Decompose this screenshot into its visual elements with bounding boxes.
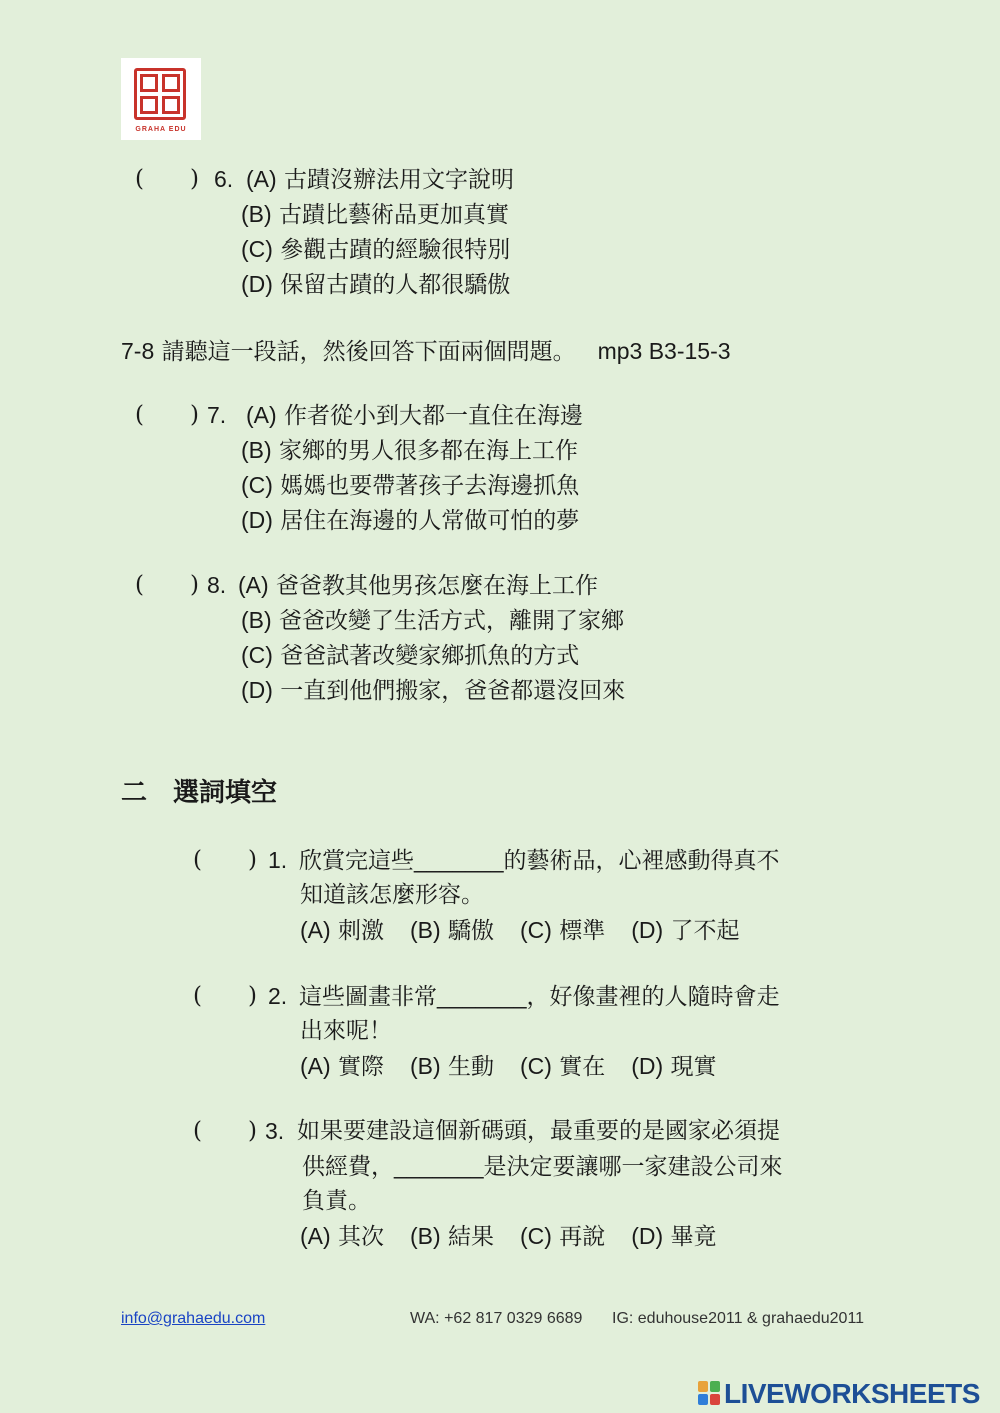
option-a: (A) 作者從小到大都一直住在海邊 bbox=[246, 402, 583, 429]
logo-text: GRAHA EDU bbox=[135, 126, 187, 133]
answer-paren[interactable]: ( ) bbox=[135, 166, 199, 192]
liveworksheets-icon bbox=[698, 1381, 720, 1405]
blank[interactable]: _______ bbox=[394, 1153, 484, 1179]
option-a: (A) 爸爸教其他男孩怎麼在海上工作 bbox=[238, 572, 598, 599]
question-text: 如果要建設這個新碼頭，最重要的是國家必須提 bbox=[297, 1118, 780, 1144]
brand-text: LIVEWORKSHEETS bbox=[724, 1378, 980, 1409]
question-text-continued: 知道該怎麼形容。 bbox=[300, 882, 484, 908]
section-title: 二 選詞填空 bbox=[121, 778, 278, 808]
question-number: 3. bbox=[265, 1118, 285, 1144]
footer-email[interactable] bbox=[121, 1310, 265, 1328]
option-b: (B) 家鄉的男人很多都在海上工作 bbox=[241, 437, 578, 464]
blank[interactable]: _______ bbox=[414, 847, 504, 873]
question-text: 欣賞完這些_______的藝術品，心裡感動得真不 bbox=[299, 847, 780, 874]
question-number: 7. bbox=[207, 402, 227, 428]
question-number: 6. bbox=[214, 166, 234, 192]
choices: (A) 刺激 (B) 驕傲 (C) 標準 (D) 了不起 bbox=[300, 917, 740, 944]
question-text-continued: 出來呢！ bbox=[300, 1018, 392, 1044]
option-d: (D) 居住在海邊的人常做可怕的夢 bbox=[241, 507, 580, 534]
option-d: (D) 保留古蹟的人都很驕傲 bbox=[241, 271, 511, 298]
choices: (A) 其次 (B) 結果 (C) 再說 (D) 畢竟 bbox=[300, 1223, 717, 1250]
option-c: (C) 媽媽也要帶著孩子去海邊抓魚 bbox=[241, 472, 580, 499]
question-number: 1. bbox=[268, 847, 288, 873]
option-d: (D) 一直到他們搬家，爸爸都還沒回來 bbox=[241, 677, 626, 704]
answer-paren[interactable]: ( ) bbox=[193, 847, 257, 873]
audio-reference[interactable]: mp3 B3-15-3 bbox=[597, 338, 731, 364]
email-link[interactable]: info@grahaedu.com bbox=[121, 1310, 266, 1327]
question-text-continued: 負責。 bbox=[302, 1188, 371, 1214]
answer-paren[interactable]: ( ) bbox=[193, 983, 257, 1009]
question-number: 2. bbox=[268, 983, 288, 1009]
choices: (A) 實際 (B) 生動 (C) 實在 (D) 現實 bbox=[300, 1053, 717, 1080]
answer-paren[interactable]: ( ) bbox=[135, 572, 199, 598]
option-a: (A) 古蹟沒辦法用文字說明 bbox=[246, 166, 514, 193]
graha-edu-logo bbox=[121, 58, 201, 140]
blank[interactable]: _______ bbox=[437, 983, 527, 1009]
footer-ig: IG: eduhouse2011 & grahaedu2011 bbox=[612, 1310, 865, 1327]
option-c: (C) 參觀古蹟的經驗很特別 bbox=[241, 236, 511, 263]
seal-icon bbox=[134, 68, 186, 120]
answer-paren[interactable]: ( ) bbox=[193, 1118, 257, 1144]
option-b: (B) 爸爸改變了生活方式，離開了家鄉 bbox=[241, 607, 624, 634]
answer-paren[interactable]: ( ) bbox=[135, 402, 199, 428]
question-number: 8. bbox=[207, 572, 227, 598]
question-text: 這些圖畫非常_______，好像畫裡的人隨時會走 bbox=[299, 983, 780, 1010]
listening-instruction: 7-8 請聽這一段話，然後回答下面兩個問題。 mp3 B3-15-3 bbox=[121, 338, 731, 365]
question-text-continued: 供經費，_______是決定要讓哪一家建設公司來 bbox=[302, 1153, 783, 1180]
option-c: (C) 爸爸試著改變家鄉抓魚的方式 bbox=[241, 642, 580, 669]
footer-wa: WA: +62 817 0329 6689 bbox=[410, 1310, 583, 1327]
option-b: (B) 古蹟比藝術品更加真實 bbox=[241, 201, 509, 228]
